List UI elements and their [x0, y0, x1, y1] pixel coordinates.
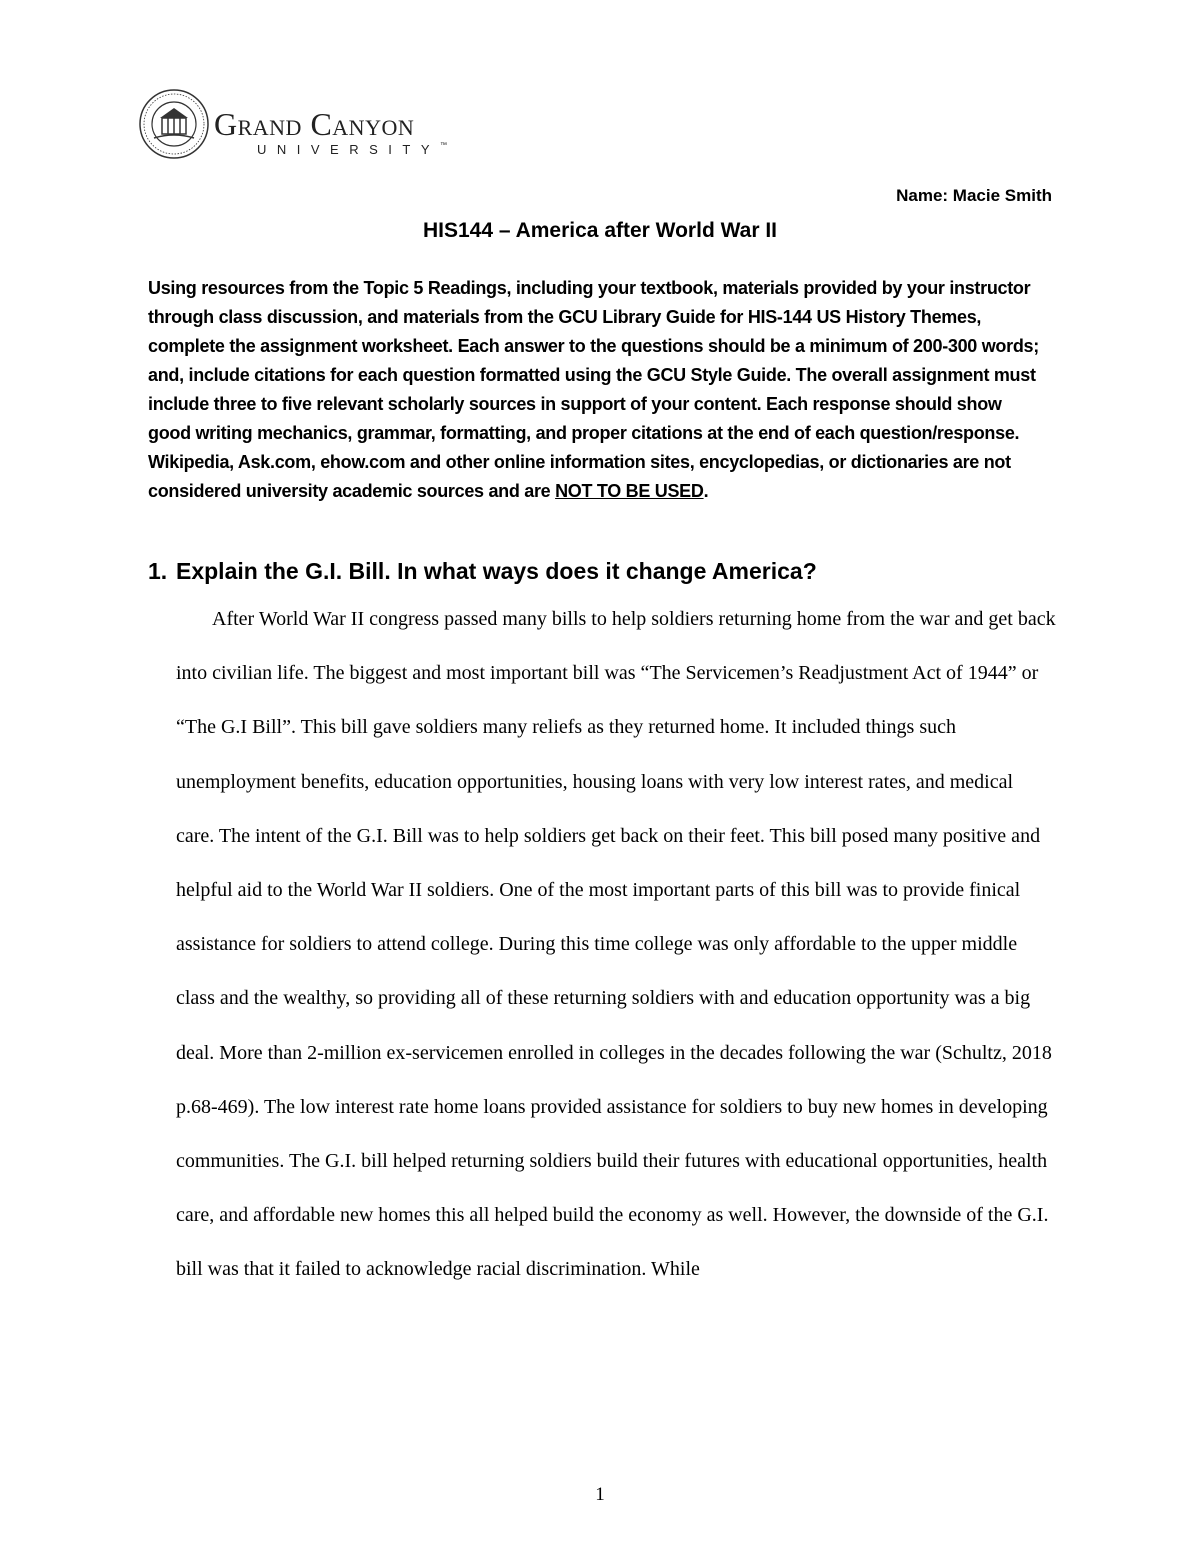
question-number: 1.: [148, 558, 168, 584]
logo-wordmark: Grand Canyon: [214, 106, 415, 142]
question-text: Explain the G.I. Bill. In what ways does it change America?: [176, 558, 817, 584]
answer-body: [176, 592, 1056, 1297]
sources-warning: Wikipedia, Ask.com, ehow.com and other online information sites, encyclopedias, or dictionaries are not considered university academic sources and are: [148, 452, 1011, 501]
logo-subtitle-text: UNIVERSITY: [257, 142, 441, 157]
university-logo: [138, 88, 458, 160]
student-name: Name: Macie Smith: [896, 186, 1052, 205]
warning-end: .: [703, 481, 709, 501]
page-number: 1: [595, 1484, 605, 1505]
university-seal-icon: [138, 88, 210, 160]
assignment-instructions: [148, 274, 1048, 506]
instructions-text: Using resources from the Topic 5 Readings, including your textbook, materials provided by your instructor through class discussion, and materials from the GCU Library Guide for HIS-144 US History Themes, complete the assignment worksheet. Each answer to the questions should be a minimum of 200-300 words; and, include citations for each question formatted using the GCU Style Guide. The overall assignment must include three to five relevant scholarly sources in support of your content. Each response should show good writing mechanics, grammar, formatting, and proper citations at the end of each question/response.: [148, 278, 1039, 443]
trademark-symbol: ™: [440, 142, 448, 149]
answer-paragraph: After World War II congress passed many bills to help soldiers returning home from the war and get back into civilian life. The biggest and most important bill was “The Servicemen’s Readjustment Act of 1944” or “The G.I Bill”. This bill gave soldiers many reliefs as they returned home. It included things such unemployment benefits, education opportunities, housing loans with very low interest rates, and medical care. The intent of the G.I. Bill was to help soldiers get back on their feet. This bill posed many positive and helpful aid to the World War II soldiers. One of the most important parts of this bill was to provide finical assistance for soldiers to attend college. During this time college was only affordable to the upper middle class and the wealthy, so providing all of these returning soldiers with and education opportunity was a big deal. More than 2-million ex-servicemen enrolled in colleges in the decades following the war (Schultz, 2018 p.68-469). The low interest rate home loans provided assistance for soldiers to buy new homes in developing communities. The G.I. bill helped returning soldiers build their futures with educational opportunities, health care, and affordable new homes this all helped build the economy as well. However, the downside of the G.I. bill was that it failed to acknowledge racial discrimination. While: [176, 608, 1056, 1281]
document-title: HIS144 – America after World War II: [422, 219, 778, 242]
not-to-be-used-emphasis: NOT TO BE USED: [555, 481, 704, 501]
logo-subtitle: [257, 142, 447, 157]
question-heading: [148, 558, 817, 585]
